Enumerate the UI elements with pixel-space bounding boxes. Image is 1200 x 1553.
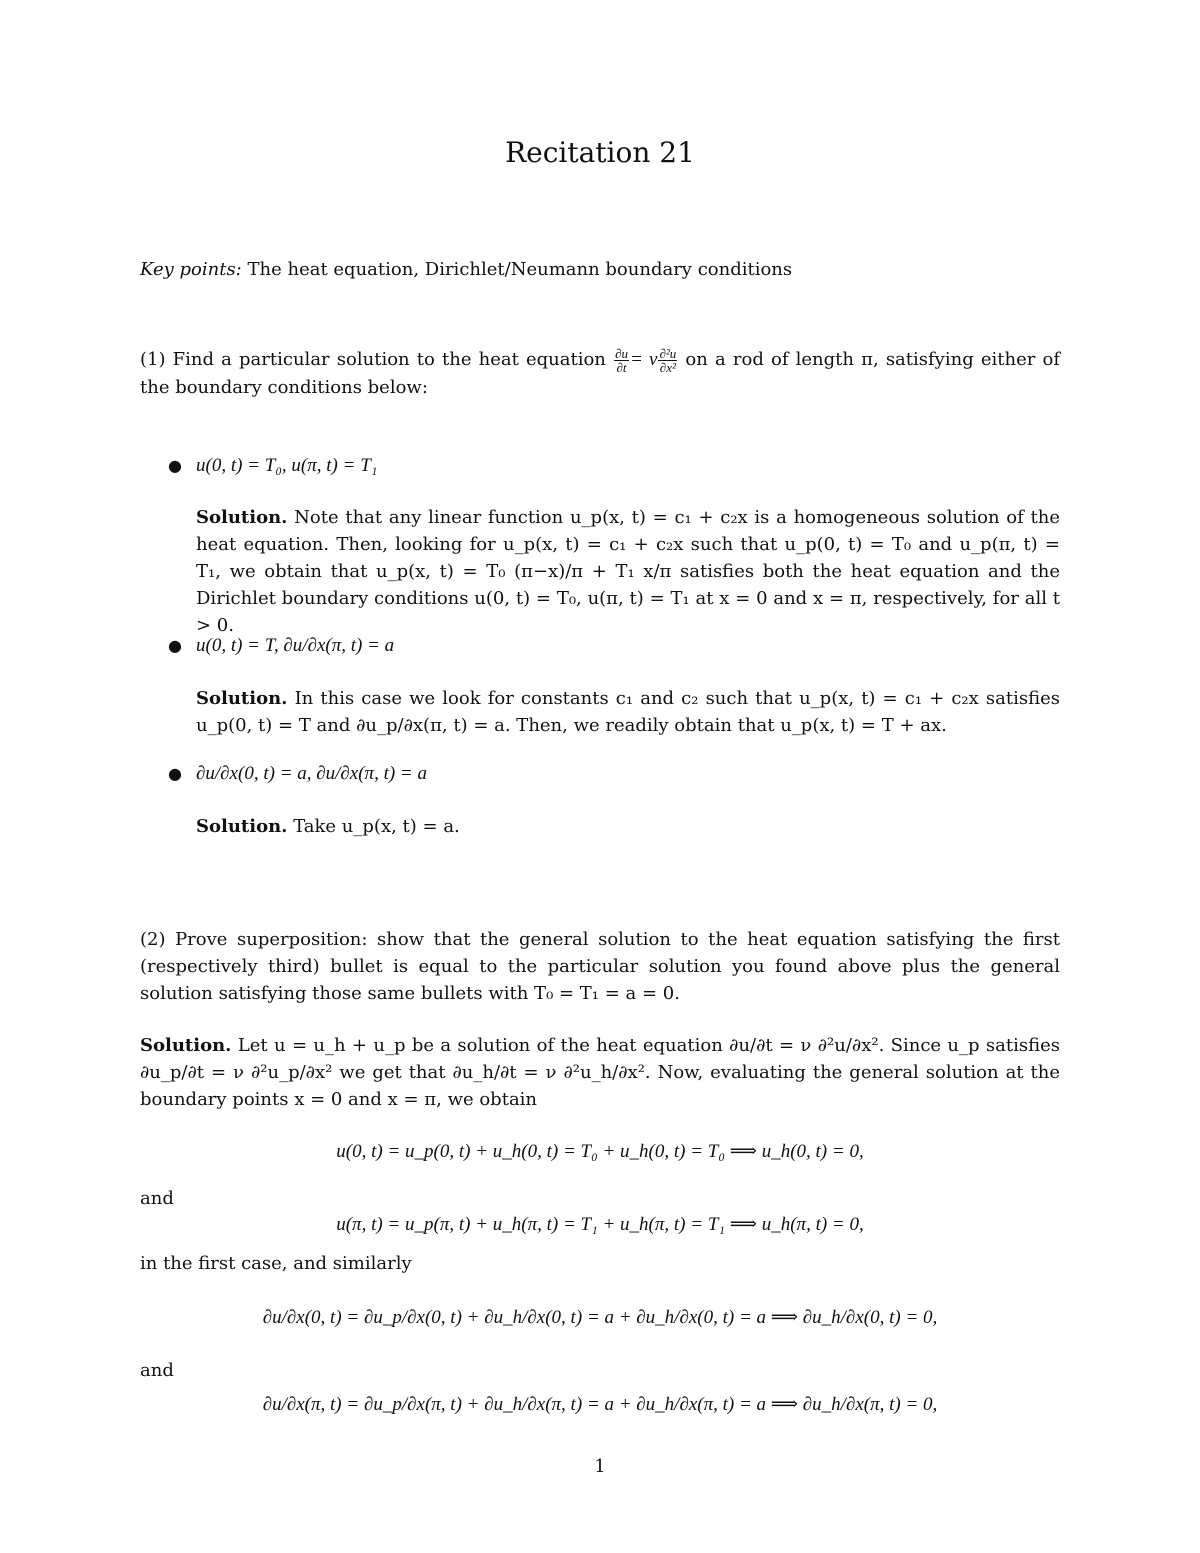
key-points-text: The heat equation, Dirichlet/Neumann boundary conditions — [247, 259, 793, 280]
connector-first-case: in the first case, and similarly — [140, 1253, 412, 1274]
problem-1 — [140, 346, 1060, 401]
key-points — [140, 256, 1060, 283]
bullet-1-condition: u(0, t) = T₀, u(π, t) = T₁ — [196, 455, 378, 476]
solution-label: Solution. — [196, 688, 288, 709]
problem-2-number: (2) — [140, 929, 166, 950]
bullet-3-solution — [196, 813, 1060, 840]
solution-2 — [140, 1032, 1060, 1113]
problem-2 — [140, 926, 1060, 1007]
problem-1-text-b: on a rod of length π, satisfying either of the boundary conditions below: — [140, 349, 1060, 399]
equation-2: u(π, t) = u_p(π, t) + u_h(π, t) = T₁ + u_h(π, t) = T₁ ⟹ u_h(π, t) = 0, — [336, 1214, 864, 1235]
heat-equation-inline: $\frac{\partial u}{\partial t}$ = ν $\frac{\text{∂²u}}{\text{∂x²}}$ — [615, 346, 677, 376]
bullet-2-condition: u(0, t) = T, ∂u/∂x(π, t) = a — [196, 635, 395, 656]
solution-text: Take u_p(x, t) = a. — [293, 816, 460, 837]
bullet-icon: ● — [168, 636, 182, 655]
solution-label: Solution. — [196, 507, 288, 528]
problem-1-text-a: Find a particular solution to the heat equation — [172, 349, 606, 370]
bullet-1-solution — [196, 504, 1060, 639]
page-number: 1 — [594, 1456, 606, 1477]
equation-3: ∂u/∂x(0, t) = ∂u_p/∂x(0, t) + ∂u_h/∂x(0, t) = a + ∂u_h/∂x(0, t) = a ⟹ ∂u_h/∂x(0, t) = 0, — [262, 1307, 938, 1328]
solution-2-text: Let u = u_h + u_p be a solution of the heat equation ∂u/∂t = ν ∂²u/∂x². Since u_p satisfies ∂u_p/∂t = ν ∂²u_p/∂x² we get that ∂u_h/∂t = ν ∂²u_h/∂x². Now, evaluating the general solution at the boundary points x = 0 and x = π, we obtain — [140, 1035, 1060, 1110]
connector-and-2: and — [140, 1360, 174, 1381]
solution-text: In this case we look for constants c₁ and c₂ such that u_p(x, t) = c₁ + c₂x satisfies u_p(0, t) = T and ∂u_p/∂x(π, t) = a. Then, we readily obtain that u_p(x, t) = T + ax. — [196, 688, 1060, 736]
solution-text: Note that any linear function u_p(x, t) = c₁ + c₂x is a homogeneous solution of the heat equation. Then, looking for u_p(x, t) = c₁ + c₂x such that u_p(0, t) = T₀ and u_p(π, t) = T₁, we obtain that u_p(x, t) = T₀ (π−x)/π + T₁ x/π satisfies both the heat equation and the Dirichlet boundary conditions u(0, t) = T₀, u(π, t) = T₁ at x = 0 and x = π, respectively, for all t > 0. — [196, 507, 1060, 636]
key-points-label: Key points: — [140, 259, 242, 280]
solution-label: Solution. — [196, 816, 288, 837]
bullet-3-condition: ∂u/∂x(0, t) = a, ∂u/∂x(π, t) = a — [196, 763, 428, 784]
bullet-icon: ● — [168, 764, 182, 783]
bullet-icon: ● — [168, 456, 182, 475]
problem-1-number: (1) — [140, 349, 166, 370]
bullet-2-solution — [196, 685, 1060, 739]
connector-and-1: and — [140, 1188, 174, 1209]
problem-2-text: Prove superposition: show that the general solution to the heat equation satisfying the first (respectively third) bullet is equal to the particular solution you found above plus the general solution satisfying those same bullets with T₀ = T₁ = a = 0. — [140, 929, 1060, 1004]
equation-4: ∂u/∂x(π, t) = ∂u_p/∂x(π, t) + ∂u_h/∂x(π, t) = a + ∂u_h/∂x(π, t) = a ⟹ ∂u_h/∂x(π, t) = 0, — [262, 1394, 938, 1415]
page-title: Recitation 21 — [505, 136, 695, 169]
equation-1: u(0, t) = u_p(0, t) + u_h(0, t) = T₀ + u_h(0, t) = T₀ ⟹ u_h(0, t) = 0, — [336, 1141, 864, 1162]
solution-label: Solution. — [140, 1035, 232, 1056]
